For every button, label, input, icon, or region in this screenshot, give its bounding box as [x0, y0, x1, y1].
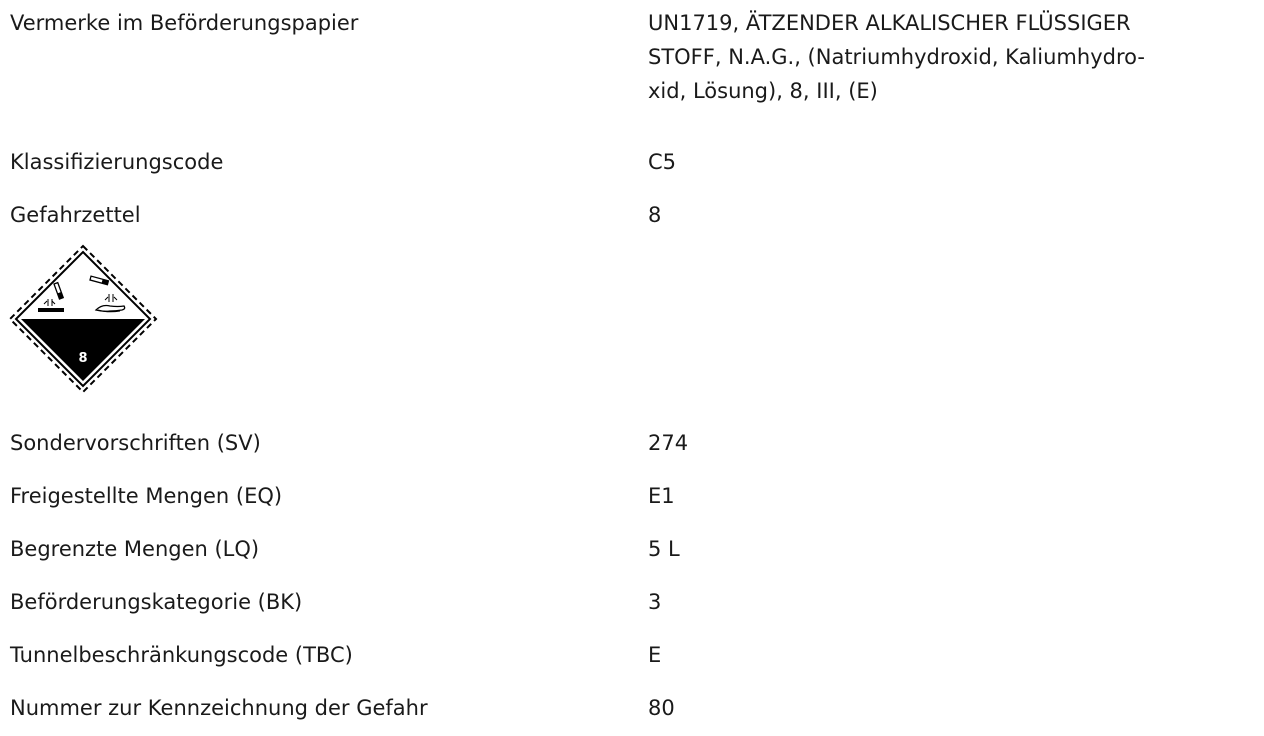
- row-excepted-quantities: [10, 479, 1250, 513]
- value-transport-category: 3: [648, 590, 662, 614]
- value-hazard-label: 8: [648, 203, 662, 227]
- row-special-provisions: [10, 426, 1250, 460]
- label-excepted-quantities: Freigestellte Mengen (EQ): [10, 484, 283, 508]
- value-limited-quantities: 5 L: [648, 537, 680, 561]
- label-limited-quantities: Begrenzte Mengen (LQ): [10, 537, 260, 561]
- label-special-provisions: Sondervorschriften (SV): [10, 431, 261, 455]
- label-transport-category: Beförderungskategorie (BK): [10, 590, 303, 614]
- label-classification-code: Klassifizierungscode: [10, 150, 224, 174]
- row-hazard-label: [10, 198, 1250, 232]
- label-hazard-identification-number: Nummer zur Kennzeichnung der Gefahr: [10, 696, 428, 720]
- corrosive-hazard-label-icon: [8, 244, 158, 394]
- hazard-class-number: 8: [78, 351, 88, 366]
- value-hazard-identification-number: 80: [648, 696, 675, 720]
- value-special-provisions: 274: [648, 431, 689, 455]
- row-hazard-identification-number: [10, 691, 1250, 725]
- row-tunnel-restriction-code: [10, 638, 1250, 672]
- label-tunnel-restriction-code: Tunnelbeschränkungscode (TBC): [10, 643, 353, 667]
- value-tunnel-restriction-code: E: [648, 643, 662, 667]
- label-transport-document: Vermerke im Beförderungspapier: [10, 11, 359, 35]
- row-transport-category: [10, 585, 1250, 619]
- row-transport-document: [10, 6, 1250, 110]
- value-transport-document: UN1719, ÄTZENDER ALKALISCHER FLÜSSIGER STOFF, N.A.G., (Natriumhydroxid, Kaliumhydro- xid, Lösung), 8, III, (E): [648, 11, 1145, 103]
- label-hazard-label: Gefahrzettel: [10, 203, 141, 227]
- value-excepted-quantities: E1: [648, 484, 675, 508]
- value-classification-code: C5: [648, 150, 677, 174]
- row-limited-quantities: [10, 532, 1250, 566]
- row-classification-code: [10, 145, 1250, 179]
